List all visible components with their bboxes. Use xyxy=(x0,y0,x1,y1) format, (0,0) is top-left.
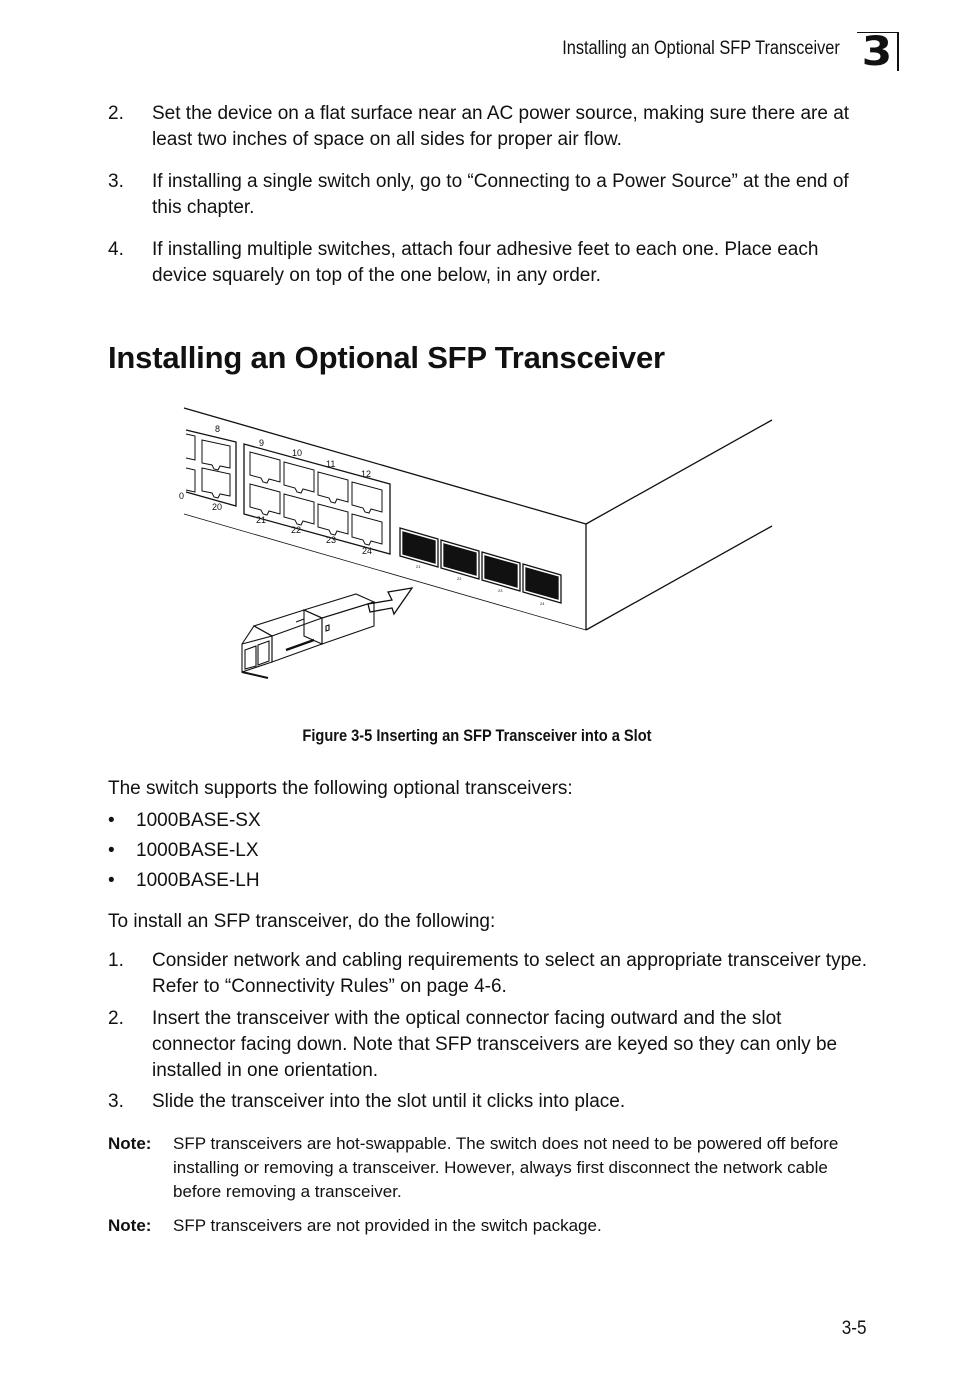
bullet-marker: • xyxy=(108,840,115,861)
rj45-port xyxy=(318,504,348,535)
port-label: 24 xyxy=(362,546,373,556)
rj45-port xyxy=(250,452,280,483)
sfp-slot-label: 24 xyxy=(540,601,545,606)
step-number: 2. xyxy=(108,1008,124,1029)
step-text: If installing multiple switches, attach four adhesive feet to each one. Place each device squarely on top of the one below, in any order. xyxy=(152,239,819,286)
port-group-right xyxy=(250,452,382,545)
running-header: Installing an Optional SFP Transceiver xyxy=(562,38,840,59)
rj45-port xyxy=(202,468,230,498)
step-item xyxy=(108,237,868,289)
port-label: 11 xyxy=(326,459,336,469)
transceiver-latch xyxy=(296,619,304,622)
rj45-port xyxy=(318,472,348,503)
optical-port xyxy=(245,646,256,669)
note-label: Note: xyxy=(108,1216,152,1235)
rj45-port xyxy=(352,514,382,545)
port-label: 21 xyxy=(256,515,267,525)
step-text: If installing a single switch only, go to “Connecting to a Power Source” at the end of this chapter. xyxy=(152,171,849,218)
rj45-port xyxy=(284,462,314,493)
step-text: Consider network and cabling requirements to select an appropriate transceiver type. Refer to “Connectivity Rules” on page 4-6. xyxy=(152,950,867,997)
switch-bottom-right-edge xyxy=(586,526,772,630)
bullet-text: 1000BASE-LH xyxy=(136,870,260,891)
bullet-text: 1000BASE-SX xyxy=(136,810,261,831)
port-label: 9 xyxy=(259,438,265,448)
step-number: 2. xyxy=(108,103,124,124)
bullet-text: 1000BASE-LX xyxy=(136,840,259,861)
step-text: Slide the transceiver into the slot until it clicks into place. xyxy=(152,1091,626,1112)
step-text: Insert the transceiver with the optical connector facing outward and the slot connector facing down. Note that SFP transceivers are keyed so they can only be installed in one orientation. xyxy=(152,1008,838,1081)
step-item xyxy=(108,948,868,1000)
port-label: 20 xyxy=(212,502,223,512)
insert-arrow-icon xyxy=(368,588,412,614)
intro-paragraph: The switch supports the following optional transceivers: xyxy=(108,778,573,799)
switch-top-right-edge xyxy=(586,420,772,524)
sfp-slot-label: 21 xyxy=(416,564,421,569)
note-text: SFP transceivers are hot-swappable. The switch does not need to be powered off before installing or removing a transceiver. However, always first disconnect the network cable before removing a transceiver. xyxy=(173,1134,839,1201)
transceiver-housing-side xyxy=(272,636,322,662)
step-number: 4. xyxy=(108,239,124,260)
step-number: 1. xyxy=(108,950,124,971)
rj45-port xyxy=(284,494,314,525)
step-item xyxy=(108,1089,868,1115)
bullet-marker: • xyxy=(108,810,115,831)
transceiver-bail xyxy=(242,672,268,678)
note-text: SFP transceivers are not provided in the switch package. xyxy=(173,1216,602,1235)
step-text: Set the device on a flat surface near an AC power source, making sure there are at least two inches of space on all sides for proper air flow. xyxy=(152,103,850,150)
figure-caption-text: Figure 3-5 Inserting an SFP Transceiver into a Slot xyxy=(302,726,652,745)
optical-port xyxy=(258,641,269,665)
sfp-slot-label: 22 xyxy=(457,576,462,581)
sfp-slot-group xyxy=(400,528,561,603)
transceiver-mark xyxy=(326,625,329,631)
port-label: 22 xyxy=(291,525,302,535)
port-label: 12 xyxy=(361,469,372,479)
rj45-port xyxy=(250,484,280,515)
sfp-transceiver-illustration xyxy=(242,594,374,678)
chapter-number: 3 xyxy=(861,29,893,75)
note-block xyxy=(108,1132,868,1204)
port-label: 23 xyxy=(326,535,337,545)
edge-label: 0 xyxy=(179,491,185,501)
step-item xyxy=(108,169,868,221)
step-item xyxy=(108,101,868,153)
install-intro: To install an SFP transceiver, do the following: xyxy=(108,911,496,932)
note-block xyxy=(108,1214,868,1238)
bullet-marker: • xyxy=(108,870,115,891)
transceiver-edge xyxy=(304,610,322,644)
sfp-figure xyxy=(176,400,780,690)
page-number: 3-5 xyxy=(841,1318,866,1339)
step-item xyxy=(108,1006,868,1084)
switch-illustration xyxy=(176,400,780,690)
port-label: 8 xyxy=(215,424,221,434)
port-label: 10 xyxy=(292,448,303,458)
chapter-tab xyxy=(857,29,899,75)
step-number: 3. xyxy=(108,171,124,192)
note-label: Note: xyxy=(108,1134,152,1153)
step-number: 3. xyxy=(108,1091,124,1112)
transceiver-side xyxy=(322,602,374,644)
rj45-port xyxy=(186,468,195,492)
section-title: Installing an Optional SFP Transceiver xyxy=(108,340,665,375)
port-group-left xyxy=(186,434,230,498)
figure-caption xyxy=(0,726,954,746)
rj45-port xyxy=(202,440,230,470)
sfp-slot-label: 23 xyxy=(498,588,503,593)
rj45-port xyxy=(186,434,195,460)
rj45-port xyxy=(352,482,382,513)
